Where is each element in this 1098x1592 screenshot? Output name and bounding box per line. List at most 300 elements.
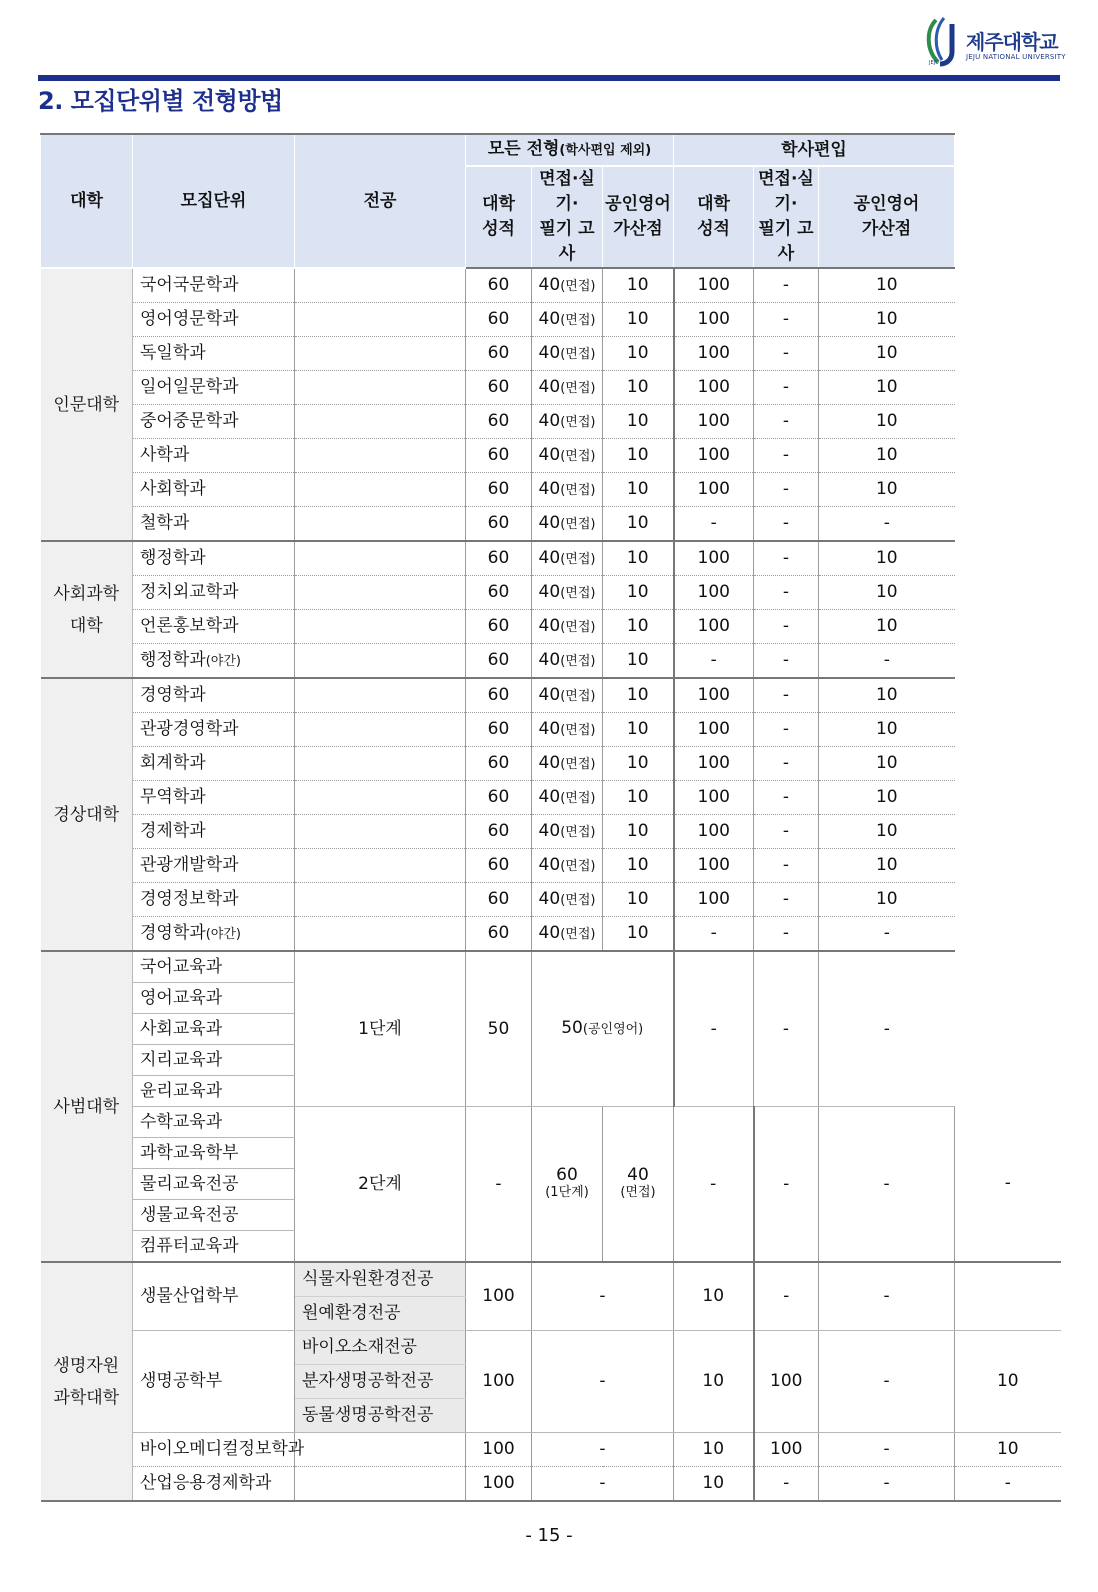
table-cell: 10 [819, 849, 955, 883]
cell-text: 필기 고사 [539, 219, 595, 264]
header-english [603, 166, 674, 268]
cell-text: 40 [538, 512, 561, 533]
cell-text: (공인영어) [582, 1022, 644, 1037]
table-cell: - [754, 1262, 819, 1331]
header-group-all-label: 모든 전형 [487, 139, 560, 159]
cell-text: (면접) [560, 585, 596, 601]
table-row [41, 268, 1061, 303]
table-cell: 60 [466, 541, 532, 576]
header-transfer-grade [674, 166, 754, 268]
table-cell: 100 [674, 610, 754, 644]
table-cell: - [754, 849, 819, 883]
cell-text: (면접) [560, 278, 596, 294]
university-emblem-icon [922, 16, 962, 68]
cell-text: 40 [538, 342, 561, 363]
table-cell: - [819, 644, 955, 679]
table-cell [295, 507, 466, 542]
table-cell: 100 [674, 268, 754, 303]
table-cell: - [754, 815, 819, 849]
table-cell: 생명공학부 [133, 1331, 295, 1433]
table-cell: 10 [819, 303, 955, 337]
cell-text: 대학 [69, 615, 103, 636]
cell-text: (면접) [560, 824, 596, 840]
table-cell: 사학과 [133, 439, 295, 473]
table-cell: - [819, 1331, 955, 1433]
table-cell [295, 713, 466, 747]
table-cell: - [819, 507, 955, 542]
cell-text: 40 [538, 649, 561, 670]
cell-text: (면접) [560, 551, 596, 567]
cell-text: 성적 [482, 219, 515, 239]
table-cell [532, 576, 603, 610]
table-cell: 60 [466, 883, 532, 917]
table-cell [532, 678, 603, 713]
cell-text: 40 [538, 376, 561, 397]
cell-text: (야간) [205, 653, 241, 669]
table-cell: 10 [603, 268, 674, 303]
table-cell: 100 [674, 713, 754, 747]
table-cell: 60 [466, 439, 532, 473]
table-cell: 10 [819, 439, 955, 473]
table-cell: 10 [819, 405, 955, 439]
table-cell: 10 [603, 405, 674, 439]
cell-text: (면접) [560, 448, 596, 464]
table-cell: 10 [603, 371, 674, 405]
table-cell [532, 541, 603, 576]
table-cell [532, 473, 603, 507]
college-life-science [41, 1262, 133, 1501]
table-row [41, 747, 1061, 781]
table-cell [295, 439, 466, 473]
table-cell [295, 815, 466, 849]
table-cell: 60 [466, 644, 532, 679]
table-cell: 60 [466, 781, 532, 815]
table-row [41, 644, 1061, 679]
table-cell: 10 [819, 576, 955, 610]
cell-text: (면접) [620, 1184, 656, 1200]
table-row [41, 576, 1061, 610]
table-cell [295, 1467, 466, 1502]
table-row [41, 883, 1061, 917]
table-cell: 60 [466, 610, 532, 644]
cell-text [620, 1164, 656, 1201]
table-cell [532, 268, 603, 303]
table-cell: - [466, 1107, 532, 1263]
table-cell: - [754, 439, 819, 473]
table-cell: 일어일문학과 [133, 371, 295, 405]
college-humanities: 인문대학 [41, 268, 133, 541]
table-cell: 관광개발학과 [133, 849, 295, 883]
cell-text: (면접) [560, 414, 596, 430]
cell-text: (1단계) [545, 1184, 589, 1200]
table-cell: 언론홍보학과 [133, 610, 295, 644]
table-cell: 10 [603, 303, 674, 337]
table-row [41, 541, 1061, 576]
cell-text: 40 [538, 820, 561, 841]
table-cell: 60 [466, 303, 532, 337]
table-cell: 바이오소재전공 [295, 1331, 466, 1365]
table-cell: - [532, 1331, 674, 1433]
table-row [41, 1467, 1061, 1502]
table-cell: 10 [603, 439, 674, 473]
table-cell: 60 [466, 917, 532, 952]
table-cell: 행정학과 [133, 541, 295, 576]
cell-text: 필기 고사 [758, 219, 814, 264]
table-cell: 무역학과 [133, 781, 295, 815]
table-row [41, 371, 1061, 405]
table-cell: - [819, 1467, 955, 1502]
cell-text: (면접) [560, 858, 596, 874]
table-row [41, 849, 1061, 883]
table-cell: 경영학과 [133, 678, 295, 713]
table-cell: 독일학과 [133, 337, 295, 371]
table-cell: 100 [674, 815, 754, 849]
table-cell: 10 [674, 1331, 754, 1433]
header-group-transfer: 학사편입 [674, 134, 955, 166]
table-cell: 윤리교육과 [133, 1076, 295, 1107]
table-cell: 60 [466, 576, 532, 610]
table-cell: - [754, 576, 819, 610]
cell-text: 60 [556, 1164, 578, 1185]
cell-text: 50 [561, 1018, 583, 1038]
table-cell: 분자생명공학전공 [295, 1365, 466, 1399]
table-cell [295, 747, 466, 781]
table-cell: 60 [466, 747, 532, 781]
table-cell: 100 [466, 1433, 532, 1467]
table-row [41, 781, 1061, 815]
table-cell [295, 917, 466, 952]
table-cell: 경제학과 [133, 815, 295, 849]
section-title: 2. 모집단위별 전형방법 [38, 87, 283, 115]
table-cell [295, 303, 466, 337]
table-cell: 100 [674, 576, 754, 610]
table-cell: 100 [674, 883, 754, 917]
table-cell: 영어교육과 [133, 983, 295, 1014]
table-cell [133, 644, 295, 679]
table-cell: 10 [819, 678, 955, 713]
table-cell: 경영정보학과 [133, 883, 295, 917]
table-cell: 10 [603, 713, 674, 747]
table-cell: 수학교육과 [133, 1107, 295, 1138]
cell-text: (면접) [560, 756, 596, 772]
table-cell: - [754, 1467, 819, 1502]
table-cell: 60 [466, 678, 532, 713]
table-cell: 10 [603, 576, 674, 610]
table-cell: 10 [819, 747, 955, 781]
table-cell: 10 [603, 644, 674, 679]
table-row [41, 713, 1061, 747]
table-cell [532, 815, 603, 849]
table-cell: 10 [955, 1331, 1061, 1433]
table-cell: 10 [674, 1467, 754, 1502]
table-cell: - [674, 507, 754, 542]
cell-text: (면접) [560, 892, 596, 908]
table-cell: 국어교육과 [133, 951, 295, 983]
table-cell: - [674, 951, 754, 1107]
table-row [41, 473, 1061, 507]
table-cell: 100 [674, 541, 754, 576]
stage-1-label: 1단계 [295, 951, 466, 1107]
table-cell: 100 [674, 405, 754, 439]
cell-text: 40 [538, 581, 561, 602]
table-cell: 산업응용경제학과 [133, 1467, 295, 1502]
table-cell [295, 541, 466, 576]
college-education: 사범대학 [41, 951, 133, 1262]
table-cell [532, 747, 603, 781]
cell-text: 과학대학 [53, 1387, 120, 1408]
table-cell: 10 [603, 917, 674, 952]
table-cell: - [819, 917, 955, 952]
table-cell: 관광경영학과 [133, 713, 295, 747]
table-row [41, 1107, 1061, 1138]
table-cell: - [754, 337, 819, 371]
table-row [41, 951, 1061, 983]
table-cell [532, 951, 674, 1107]
cell-text: (면접) [560, 619, 596, 635]
cell-text: 가산점 [613, 219, 663, 239]
table-cell [532, 781, 603, 815]
cell-text: 공인영어 [605, 194, 671, 214]
header-group-all-note: (학사편입 제외) [559, 143, 652, 158]
header-grade [466, 166, 532, 268]
table-cell: 동물생명공학전공 [295, 1399, 466, 1433]
logo-subtitle: JEJU NATIONAL UNIVERSITY [966, 53, 1066, 61]
cell-text: 40 [538, 786, 561, 807]
table-cell: 철학과 [133, 507, 295, 542]
cell-text [545, 1164, 589, 1201]
table-cell: 10 [603, 781, 674, 815]
table-cell: 10 [819, 713, 955, 747]
table-cell: - [674, 644, 754, 679]
table-cell: 100 [674, 747, 754, 781]
table-cell [295, 883, 466, 917]
table-cell [532, 371, 603, 405]
cell-text: 40 [538, 308, 561, 329]
table-cell: 60 [466, 405, 532, 439]
table-cell: - [819, 1107, 955, 1263]
table-cell: - [955, 1467, 1061, 1502]
table-cell: 회계학과 [133, 747, 295, 781]
cell-text: 경영학과 [140, 922, 206, 943]
table-cell: 10 [603, 610, 674, 644]
table-cell: 100 [674, 781, 754, 815]
cell-text: 공인영어 [853, 194, 920, 214]
table-cell: 10 [603, 541, 674, 576]
cell-text: (면접) [560, 688, 596, 704]
table-row [41, 439, 1061, 473]
table-cell: 10 [603, 815, 674, 849]
table-cell: 60 [466, 507, 532, 542]
header-unit: 모집단위 [133, 134, 295, 268]
table-cell: - [754, 917, 819, 952]
table-row [41, 815, 1061, 849]
table-cell: - [754, 713, 819, 747]
table-cell: - [754, 610, 819, 644]
table-row [41, 610, 1061, 644]
table-cell: 100 [674, 849, 754, 883]
table-cell [295, 473, 466, 507]
table-cell: - [532, 1467, 674, 1502]
cell-text: (면접) [560, 482, 596, 498]
table-cell: - [754, 507, 819, 542]
table-cell: - [819, 1433, 955, 1467]
table-cell: 100 [674, 439, 754, 473]
table-cell: 정치외교학과 [133, 576, 295, 610]
table-cell: 10 [603, 473, 674, 507]
table-cell: 생물교육전공 [133, 1200, 295, 1231]
table-body [41, 268, 1061, 1501]
table-cell: 60 [466, 268, 532, 303]
table-cell [295, 849, 466, 883]
table-cell: 10 [603, 883, 674, 917]
table-cell: 60 [466, 371, 532, 405]
stage-2-label: 2단계 [295, 1107, 466, 1263]
table-cell [532, 883, 603, 917]
table-cell: 60 [466, 713, 532, 747]
table-cell: 물리교육전공 [133, 1169, 295, 1200]
table-cell: 10 [603, 849, 674, 883]
table-cell [295, 781, 466, 815]
table-cell: 10 [819, 781, 955, 815]
table-cell: 사회교육과 [133, 1014, 295, 1045]
table-cell [532, 337, 603, 371]
major-cell [295, 268, 466, 303]
header-transfer-exam [754, 166, 819, 268]
table-cell [532, 1107, 603, 1263]
college-social-science [41, 541, 133, 678]
table-cell [295, 1433, 466, 1467]
cell-text: 면접·실기· [758, 169, 814, 214]
table-cell: - [754, 747, 819, 781]
table-cell: 100 [674, 371, 754, 405]
table-cell [955, 1262, 1061, 1331]
cell-text: 사회과학 [53, 583, 120, 604]
table-cell [532, 507, 603, 542]
cell-text: (면접) [560, 346, 596, 362]
table-cell: - [754, 1107, 819, 1263]
table-cell: 10 [819, 473, 955, 507]
cell-text: 40 [538, 478, 561, 499]
table-cell [295, 644, 466, 679]
table-cell [295, 576, 466, 610]
table-row [41, 678, 1061, 713]
cell-text: 성적 [697, 219, 730, 239]
table-cell [532, 713, 603, 747]
cell-text: 40 [538, 410, 561, 431]
table-cell: 60 [466, 337, 532, 371]
table-cell: 10 [819, 371, 955, 405]
cell-text: 대학 [697, 194, 730, 214]
table-row [41, 1331, 1061, 1365]
cell-text: 40 [627, 1164, 649, 1185]
table-cell [532, 303, 603, 337]
table-cell: - [754, 644, 819, 679]
table-cell: - [754, 405, 819, 439]
cell-text: 40 [538, 615, 561, 636]
header-transfer-english [819, 166, 955, 268]
table-cell: - [754, 268, 819, 303]
table-cell: - [754, 781, 819, 815]
table-cell: 10 [603, 337, 674, 371]
table-cell: - [754, 541, 819, 576]
cell-text: 40 [538, 922, 561, 943]
cell-text: 40 [538, 547, 561, 568]
table-cell [295, 371, 466, 405]
table-cell: - [754, 951, 819, 1107]
table-cell: - [674, 917, 754, 952]
table-cell [532, 644, 603, 679]
table-cell: 10 [819, 610, 955, 644]
table-row [41, 303, 1061, 337]
table-cell [532, 610, 603, 644]
table-cell: 생물산업학부 [133, 1262, 295, 1331]
header-exam [532, 166, 603, 268]
table-cell: - [754, 303, 819, 337]
table-cell: 10 [819, 337, 955, 371]
table-cell: 사회학과 [133, 473, 295, 507]
table-cell: 100 [754, 1331, 819, 1433]
cell-text: (면접) [560, 790, 596, 806]
cell-text: 가산점 [861, 219, 912, 239]
table-cell: - [819, 1262, 955, 1331]
cell-text: 대학 [482, 194, 515, 214]
cell-text: (면접) [560, 653, 596, 669]
university-logo [922, 16, 1066, 72]
table-cell: 100 [674, 303, 754, 337]
table-row [41, 917, 1061, 952]
table-cell: 원예환경전공 [295, 1297, 466, 1331]
page-number: - 15 - [525, 1525, 573, 1546]
table-cell [295, 610, 466, 644]
table-cell: - [532, 1262, 674, 1331]
table-cell: 60 [466, 849, 532, 883]
cell-text: (면접) [560, 722, 596, 738]
table-cell [532, 405, 603, 439]
table-row [41, 337, 1061, 371]
cell-text: 행정학과 [140, 649, 206, 670]
table-cell: 식물자원환경전공 [295, 1262, 466, 1297]
table-row [41, 1433, 1061, 1467]
table-cell: - [754, 473, 819, 507]
table-cell: 10 [819, 541, 955, 576]
table-cell: 영어영문학과 [133, 303, 295, 337]
table-cell: - [819, 951, 955, 1107]
header-college: 대학 [41, 134, 133, 268]
table-cell: 100 [466, 1467, 532, 1502]
table-cell: 과학교육학부 [133, 1138, 295, 1169]
table-cell: 중어중문학과 [133, 405, 295, 439]
table-cell: 지리교육과 [133, 1045, 295, 1076]
table-cell: 100 [674, 678, 754, 713]
cell-text: 생명자원 [53, 1355, 120, 1376]
table-row [41, 1262, 1061, 1297]
table-cell: 10 [674, 1433, 754, 1467]
logo-name: 제주대학교 [966, 30, 1058, 54]
cell-text: 40 [538, 274, 561, 295]
table-cell [603, 1107, 674, 1263]
table-cell: 10 [955, 1433, 1061, 1467]
table-cell [295, 678, 466, 713]
table-cell: 10 [603, 507, 674, 542]
cell-text: (면접) [560, 312, 596, 328]
table-cell: 100 [674, 473, 754, 507]
cell-text: 면접·실기· [539, 169, 595, 214]
cell-text: (면접) [560, 516, 596, 532]
table-cell [532, 849, 603, 883]
college-business: 경상대학 [41, 678, 133, 951]
cell-text: (면접) [560, 926, 596, 942]
cell-text: 40 [538, 888, 561, 909]
